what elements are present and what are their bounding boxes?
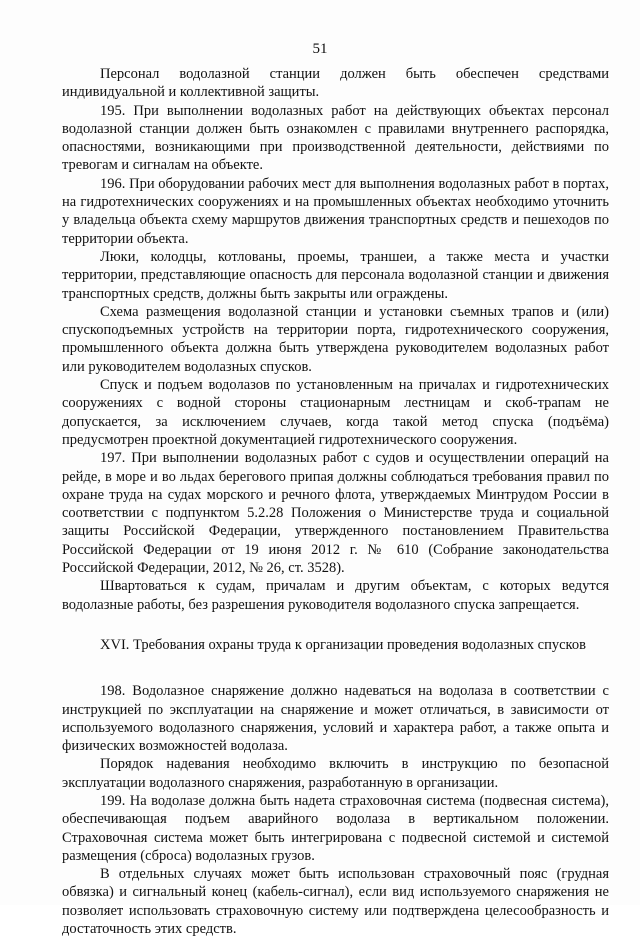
paragraph-hazard-areas: Люки, колодцы, котлованы, проемы, траншеи, а также места и участки территории, представляющие опасность для персонала водолазной станции и движения транспортных средств, должны быть закрыты или ограждены. [62,248,609,302]
paragraph-descent-ascent: Спуск и подъем водолазов по установленным на причалах и гидротехнических сооружениях с водной стороны стационарным лестницам и скоб-трапам не допускается, за исключением случаев, когда такой метод спуска (подъёма) предусмотрен проектной документацией гидротехнического сооружения. [62,377,609,448]
paragraph-mooring: Швартоваться к судам, причалам и другим объектам, с которых ведутся водолазные работы, без разрешения руководителя водолазного спуска запрещается. [62,578,609,613]
paragraph-195: 195. При выполнении водолазных работ на действующих объектах персонал водолазной станции должен быть ознакомлен с правилами внутреннего распорядка, опасностями, возникающими при производственной деятельности, действиями по тревогам и сигналам на объекте. [62,102,609,174]
paragraph-station-layout: Схема размещения водолазной станции и установки съемных трапов и (или) спускоподъемных устройств на территории порта, гидротехнического сооружения, промышленного объекта должна быть утверждена руководителем водолазных работ или руководителем водолазных спусков. [62,303,609,375]
paragraph-196: 196. При оборудовании рабочих мест для выполнения водолазных работ в портах, на гидротехнических сооружениях и на промышленных объектах необходимо уточнить у владельца объекта схему маршрутов движения транспортных средств и пешеходов по территории объекта. [62,175,609,247]
paragraph-198: 198. Водолазное снаряжение должно надеваться на водолаза в соответствии с инструкцией по эксплуатации на снаряжение и может отличаться, в зависимости от используемого водолазного снаряжения, условий и характера работ, а также опыта и физических возможностей водолаза. [62,683,609,755]
paragraph-197: 197. При выполнении водолазных работ с судов и осуществлении операций на рейде, в море и во льдах берегового припая должны соблюдаться требования правил по охране труда на судах морского и речного флота, утверждаемых Минтрудом России в соответствии с подпунктом 5.2.28 Положения о Министерстве труда и социальной защиты Российской Федерации, утвержденного постановлением Правительства Российской Федерации от 19 июня 2012 г. № 610 (Собрание законодательства Российской Федерации, 2012, № 26, ст. 3528). [62,450,609,577]
document-body [62,65,609,938]
paragraph-diver-protection: Персонал водолазной станции должен быть обеспечен средствами индивидуальной и коллективной защиты. [62,66,609,101]
paragraph-dressing-order: Порядок надевания необходимо включить в инструкцию по безопасной эксплуатации водолазного снаряжения, разработанную в организации. [62,756,609,791]
paragraph-safety-belt: В отдельных случаях может быть использован страховочный пояс (грудная обвязка) и сигнальный конец (кабель-сигнал), если вид используемого снаряжения не позволяет использовать страховочную систему или подтверждена целесообразность и достаточность этих средств. [62,866,609,938]
paragraph-199: 199. На водолазе должна быть надета страховочная система (подвесная система), обеспечивающая подъем аварийного водолаза в вертикальном положении. Страховочная система может быть интегрирована с подвесной системой и системой размещения (сброса) водолазных грузов. [62,792,609,864]
page-number: 51 [312,41,328,57]
section-heading: XVI. Требования охраны труда к организации проведения водолазных спусков [100,636,586,653]
